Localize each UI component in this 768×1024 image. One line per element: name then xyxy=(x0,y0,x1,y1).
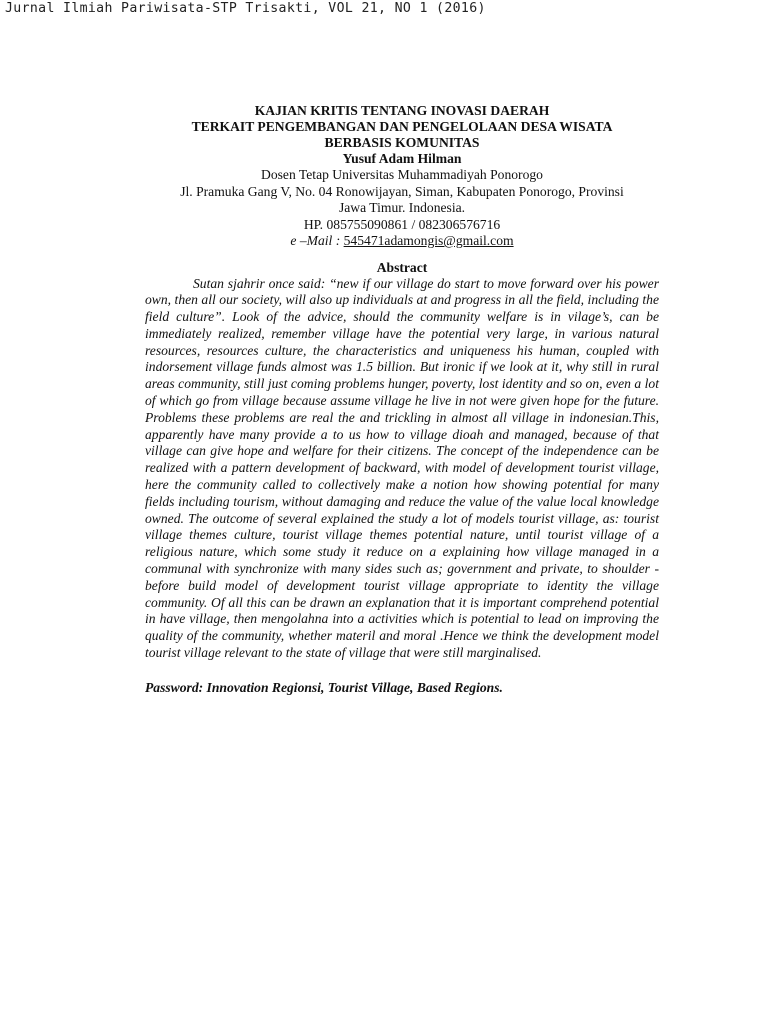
abstract-body: Sutan sjahrir once said: “new if our village do start to move forward over his power own, then all our society, will also up individuals at and progress in all the field, including the field culture”. Look of the advice, should the community welfare is in vilage’s, can be immediately realized, remember village have the potential very large, in various natural resources, resources culture, the characteristics and uniqueness his human, coupled with indorsement village funds almost was 1.5 billion. But ironic if we look at it, why still in rural areas community, still just coming problems hunger, poverty, lost identity and so on, even a lot of which go from village because assume village he live in not were given hope for the future. Problems these problems are real the and trickling in almost all village in indonesian.This, apparently have many provide a to us how to village dioah and managed, because of that village can give hope and welfare for their citizens. The concept of the independence can be realized with a pattern development of backward, with model of development tourist village, here the community called to collectively make a notion how showing potential for many fields including tourism, without damaging and reduce the value of the value local knowledge owned. The outcome of several explained the study a lot of models tourist village, as: tourist village themes culture, tourist village themes potential nature, until tourist village of a religious nature, which some study it reduce on a explaining how village managed in a communal with synchronize with many sides such as; government and private, to shoulder - before build model of development tourist village appropriate to identity the village community. Of all this can be drawn an explanation that it is important comprehend potential in have village, then mengolahna into a activities which is potential to lead on improving the quality of the community, whether materil and moral .Hence we think the development model tourist village relevant to the state of village that were still marginalised. xyxy=(145,275,659,661)
author-affiliation xyxy=(145,167,659,233)
paper-first-page xyxy=(145,103,659,696)
author-position: Dosen Tetap Universitas Muhammadiyah Ponorogo xyxy=(261,167,543,182)
title-line-2: TERKAIT PENGEMBANGAN DAN PENGELOLAAN DESA WISATA xyxy=(191,119,613,134)
title-line-1: KAJIAN KRITIS TENTANG INOVASI DAERAH xyxy=(254,103,550,118)
author-phone: HP. 085755090861 / 082306576716 xyxy=(303,216,501,232)
email-label: e –Mail : xyxy=(290,233,344,248)
author-address-line-2: Jawa Timur. Indonesia. xyxy=(338,200,466,215)
abstract-heading: Abstract xyxy=(376,259,428,275)
author-address-line-1: Jl. Pramuka Gang V, No. 04 Ronowijayan, Siman, Kabupaten Ponorogo, Provinsi xyxy=(180,183,624,199)
author-email-row xyxy=(145,233,659,250)
paper-title xyxy=(145,103,659,151)
email-link[interactable]: 545471adamongis@gmail.com xyxy=(343,233,514,248)
title-line-3: BERBASIS KOMUNITAS xyxy=(324,135,480,150)
author-name: Yusuf Adam Hilman xyxy=(342,151,462,166)
running-head: Jurnal Ilmiah Pariwisata-STP Trisakti, VOL 21, NO 1 (2016) xyxy=(5,1,486,16)
keywords-line: Password: Innovation Regionsi, Tourist Village, Based Regions. xyxy=(145,679,503,695)
